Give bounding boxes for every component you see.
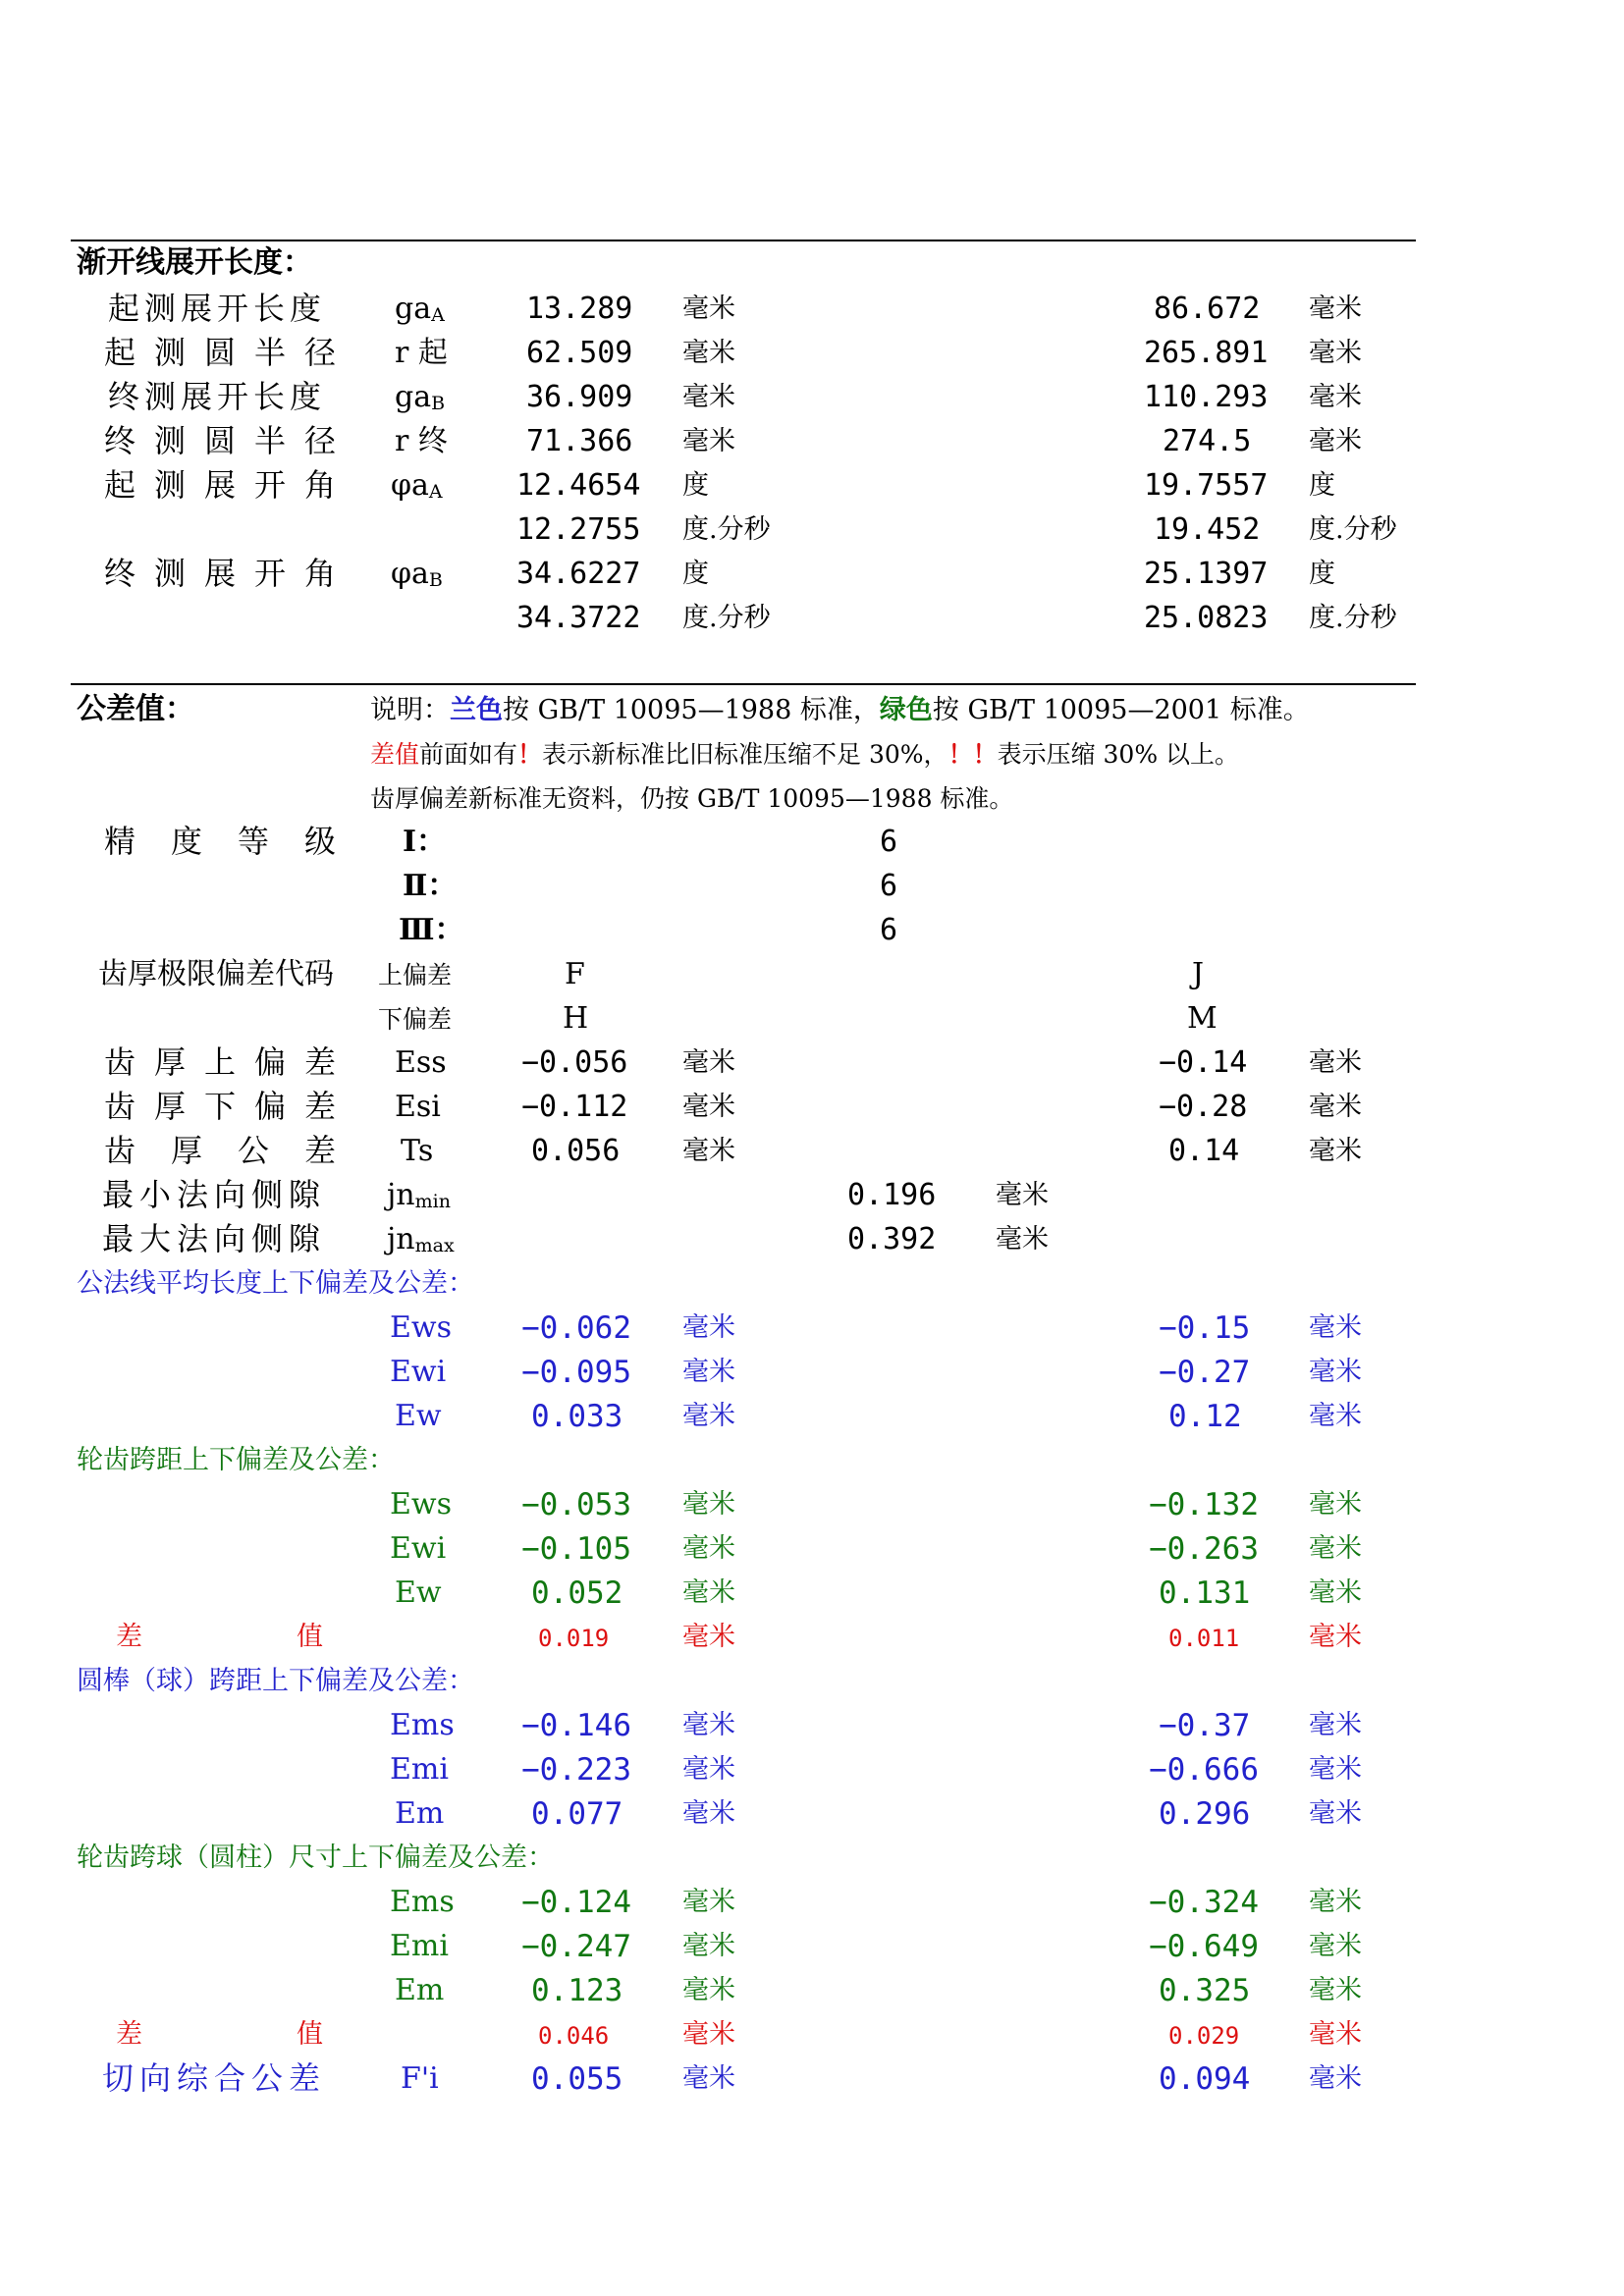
unit: 度 — [1309, 559, 1335, 589]
symbol-phi-aA: $\varphi a_A$ — [391, 468, 443, 503]
unit: 毫米 — [1309, 1489, 1362, 1520]
label-accuracy-grade: 精度等级 — [104, 823, 372, 860]
unit: 毫米 — [1309, 1710, 1362, 1740]
unit: 度.分秒 — [1309, 603, 1397, 633]
symbol-fi: F'i — [401, 2061, 439, 2096]
symbol-ess: Ess — [395, 1045, 447, 1080]
value-ems-2: −0.37 — [1159, 1708, 1251, 1743]
value-emi-2: −0.666 — [1149, 1752, 1259, 1788]
top-rule — [71, 240, 1416, 241]
symbol-ems: Ems — [390, 1708, 455, 1742]
label-end-length: 终测展开长度 — [108, 378, 327, 415]
note-line-2: 差值前面如有！表示新标准比旧标准压缩不足 30%，！！表示压缩 30% 以上。 — [370, 740, 1240, 769]
value-emi-1: −0.223 — [521, 1752, 631, 1788]
value-esi-2: −0.28 — [1159, 1090, 1248, 1124]
unit: 毫米 — [682, 1312, 735, 1343]
value-ems-new-1: −0.124 — [521, 1885, 631, 1920]
value-end-radius-2: 274.5 — [1163, 424, 1252, 458]
value-diff-4: 0.029 — [1168, 2022, 1240, 2050]
value-end-length-2: 110.293 — [1144, 380, 1269, 414]
unit: 毫米 — [1309, 2019, 1362, 2050]
unit: 毫米 — [996, 1180, 1049, 1210]
unit: 毫米 — [1309, 1931, 1362, 1961]
symbol-ew-new: Ew — [395, 1575, 442, 1610]
unit: 毫米 — [682, 338, 735, 368]
unit: 毫米 — [996, 1224, 1049, 1255]
unit: 毫米 — [1309, 1887, 1362, 1917]
label-diff-2a: 差 — [116, 2019, 142, 2050]
value-ews-1: −0.062 — [521, 1310, 631, 1346]
label-start-radius: 起测圆半径 — [104, 334, 355, 371]
value-em-1: 0.077 — [531, 1796, 623, 1832]
label-ts: 齿厚公差 — [104, 1132, 372, 1169]
symbol-jnmin: $jn_{min}$ — [387, 1178, 451, 1212]
unit: 毫米 — [1309, 1136, 1362, 1166]
label-esi: 齿厚下偏差 — [104, 1088, 355, 1125]
note-line-1: 说明：兰色按 GB/T 10095—1988 标准，绿色按 GB/T 10095—2001 标准。 — [370, 695, 1310, 725]
symbol-r-start: r 起 — [395, 336, 448, 370]
unit: 度.分秒 — [682, 603, 771, 633]
value-start-radius-2: 265.891 — [1144, 336, 1269, 370]
label-start-length: 起测展开长度 — [108, 290, 327, 327]
unit: 毫米 — [682, 1489, 735, 1520]
grade-roman-1: Ⅰ： — [403, 825, 447, 859]
symbol-gaB: $ga_B$ — [395, 380, 446, 414]
unit: 度 — [1309, 470, 1335, 501]
value-end-angle-2: 25.1397 — [1144, 557, 1269, 591]
value-jnmin: 0.196 — [847, 1178, 937, 1212]
unit: 毫米 — [1309, 1401, 1362, 1431]
label-diff-1b: 值 — [297, 1622, 323, 1652]
value-end-angle-dms-1: 34.3722 — [516, 601, 641, 635]
unit: 毫米 — [682, 426, 735, 456]
unit: 毫米 — [682, 1754, 735, 1785]
subsection-ball-new: 轮齿跨球（圆柱）尺寸上下偏差及公差： — [77, 1842, 554, 1873]
unit: 毫米 — [682, 1401, 735, 1431]
subsection-common-normal: 公法线平均长度上下偏差及公差： — [77, 1268, 474, 1299]
unit: 毫米 — [682, 1533, 735, 1564]
unit: 毫米 — [1309, 294, 1362, 324]
value-em-2: 0.296 — [1159, 1796, 1251, 1832]
code-lower-1: H — [563, 1001, 589, 1036]
grade-roman-2: Ⅱ： — [403, 869, 458, 903]
unit: 毫米 — [682, 1975, 735, 2005]
unit: 度 — [682, 470, 709, 501]
unit: 毫米 — [682, 2063, 735, 2094]
grade-value-2: 6 — [880, 869, 898, 903]
subsection-span: 轮齿跨距上下偏差及公差： — [77, 1445, 395, 1475]
label-lower-deviation: 下偏差 — [378, 1005, 453, 1034]
unit: 毫米 — [682, 1622, 735, 1652]
symbol-emi-new: Emi — [390, 1929, 449, 1963]
label-start-angle: 起测展开角 — [104, 466, 355, 504]
symbol-ews: Ews — [390, 1310, 452, 1345]
unit: 毫米 — [1309, 1092, 1362, 1122]
unit: 毫米 — [1309, 1312, 1362, 1343]
unit: 毫米 — [682, 1092, 735, 1122]
value-ew-1: 0.033 — [531, 1399, 623, 1434]
symbol-esi: Esi — [395, 1090, 441, 1124]
symbol-em-new: Em — [395, 1973, 445, 2007]
value-ews-new-2: −0.132 — [1149, 1487, 1259, 1522]
section-title-tolerance: 公差值： — [77, 692, 194, 726]
unit: 毫米 — [682, 1357, 735, 1387]
grade-value-1: 6 — [880, 825, 898, 859]
value-ews-new-1: −0.053 — [521, 1487, 631, 1522]
value-ewi-2: −0.27 — [1159, 1355, 1251, 1390]
value-start-angle-2: 19.7557 — [1144, 468, 1269, 503]
label-tangential: 切向综合公差 — [102, 2059, 327, 2097]
symbol-ewi-new: Ewi — [390, 1531, 447, 1566]
value-start-radius-1: 62.509 — [526, 336, 633, 370]
unit: 毫米 — [682, 1136, 735, 1166]
unit: 毫米 — [682, 1710, 735, 1740]
label-end-angle: 终测展开角 — [104, 555, 355, 592]
symbol-em: Em — [395, 1796, 445, 1831]
unit: 毫米 — [1309, 1357, 1362, 1387]
symbol-ews-new: Ews — [390, 1487, 452, 1522]
value-start-angle-1: 12.4654 — [516, 468, 641, 503]
code-lower-2: M — [1187, 1001, 1218, 1036]
symbol-ew: Ew — [395, 1399, 442, 1433]
value-ts-1: 0.056 — [531, 1134, 621, 1168]
value-emi-new-1: −0.247 — [521, 1929, 631, 1964]
symbol-ts: Ts — [401, 1134, 434, 1168]
value-fi-1: 0.055 — [531, 2061, 623, 2097]
value-ew-new-2: 0.131 — [1159, 1575, 1251, 1611]
value-start-length-2: 86.672 — [1154, 292, 1261, 326]
code-upper-2: J — [1192, 957, 1205, 991]
value-ess-2: −0.14 — [1159, 1045, 1248, 1080]
label-end-radius: 终测圆半径 — [104, 422, 355, 459]
value-jnmax: 0.392 — [847, 1222, 937, 1256]
value-start-length-1: 13.289 — [526, 292, 633, 326]
value-ems-1: −0.146 — [521, 1708, 631, 1743]
value-fi-2: 0.094 — [1159, 2061, 1251, 2097]
label-diff-2b: 值 — [297, 2019, 323, 2050]
grade-roman-3: Ⅲ： — [399, 913, 464, 947]
unit: 毫米 — [1309, 2063, 1362, 2094]
unit: 毫米 — [1309, 1754, 1362, 1785]
grade-value-3: 6 — [880, 913, 898, 947]
symbol-jnmax: $jn_{max}$ — [387, 1222, 455, 1256]
symbol-ems-new: Ems — [390, 1885, 455, 1919]
value-end-angle-dms-2: 25.0823 — [1144, 601, 1269, 635]
value-ew-new-1: 0.052 — [531, 1575, 623, 1611]
unit: 毫米 — [682, 1887, 735, 1917]
value-ts-2: 0.14 — [1168, 1134, 1240, 1168]
unit: 度.分秒 — [682, 514, 771, 545]
unit: 毫米 — [1309, 1047, 1362, 1078]
unit: 毫米 — [682, 1577, 735, 1608]
unit: 度.分秒 — [1309, 514, 1397, 545]
value-start-angle-dms-1: 12.2755 — [516, 512, 641, 547]
symbol-ewi: Ewi — [390, 1355, 447, 1389]
unit: 毫米 — [1309, 1533, 1362, 1564]
symbol-gaA: $ga_A$ — [395, 292, 445, 326]
unit: 毫米 — [1309, 1622, 1362, 1652]
section-rule — [71, 683, 1416, 685]
unit: 毫米 — [1309, 426, 1362, 456]
unit: 毫米 — [1309, 1975, 1362, 2005]
value-diff-1: 0.019 — [538, 1625, 610, 1652]
value-end-angle-1: 34.6227 — [516, 557, 641, 591]
value-ews-2: −0.15 — [1159, 1310, 1251, 1346]
label-jnmax: 最大法向侧隙 — [102, 1220, 327, 1257]
unit: 毫米 — [682, 1798, 735, 1829]
value-ew-2: 0.12 — [1168, 1399, 1242, 1434]
unit: 毫米 — [1309, 1577, 1362, 1608]
value-em-new-2: 0.325 — [1159, 1973, 1251, 2008]
symbol-phi-aB: $\varphi a_B$ — [391, 557, 443, 591]
value-ess-1: −0.056 — [521, 1045, 628, 1080]
label-ess: 齿厚上偏差 — [104, 1043, 355, 1081]
unit: 度 — [682, 559, 709, 589]
symbol-emi: Emi — [390, 1752, 449, 1787]
unit: 毫米 — [682, 1931, 735, 1961]
value-ewi-1: −0.095 — [521, 1355, 631, 1390]
value-ewi-new-2: −0.263 — [1149, 1531, 1259, 1567]
value-start-angle-dms-2: 19.452 — [1154, 512, 1261, 547]
unit: 毫米 — [1309, 1798, 1362, 1829]
unit: 毫米 — [682, 382, 735, 412]
unit: 毫米 — [682, 294, 735, 324]
unit: 毫米 — [682, 1047, 735, 1078]
symbol-r-end: r 终 — [395, 424, 448, 458]
note-line-3: 齿厚偏差新标准无资料，仍按 GB/T 10095—1988 标准。 — [370, 784, 1014, 813]
value-esi-1: −0.112 — [521, 1090, 628, 1124]
value-em-new-1: 0.123 — [531, 1973, 623, 2008]
unit: 毫米 — [682, 2019, 735, 2050]
section-title-involute: 渐开线展开长度： — [77, 245, 312, 280]
value-emi-new-2: −0.649 — [1149, 1929, 1259, 1964]
value-diff-2: 0.011 — [1168, 1625, 1240, 1652]
code-upper-1: F — [565, 957, 585, 991]
subsection-ball: 圆棒（球）跨距上下偏差及公差： — [77, 1666, 474, 1696]
label-thickness-code: 齿厚极限偏差代码 — [98, 957, 334, 991]
label-jnmin: 最小法向侧隙 — [102, 1176, 327, 1213]
value-diff-3: 0.046 — [538, 2022, 610, 2050]
value-ems-new-2: −0.324 — [1149, 1885, 1259, 1920]
value-ewi-new-1: −0.105 — [521, 1531, 631, 1567]
unit: 毫米 — [1309, 382, 1362, 412]
label-diff-1a: 差 — [116, 1622, 142, 1652]
label-upper-deviation: 上偏差 — [378, 961, 453, 989]
value-end-length-1: 36.909 — [526, 380, 633, 414]
value-end-radius-1: 71.366 — [526, 424, 633, 458]
unit: 毫米 — [1309, 338, 1362, 368]
